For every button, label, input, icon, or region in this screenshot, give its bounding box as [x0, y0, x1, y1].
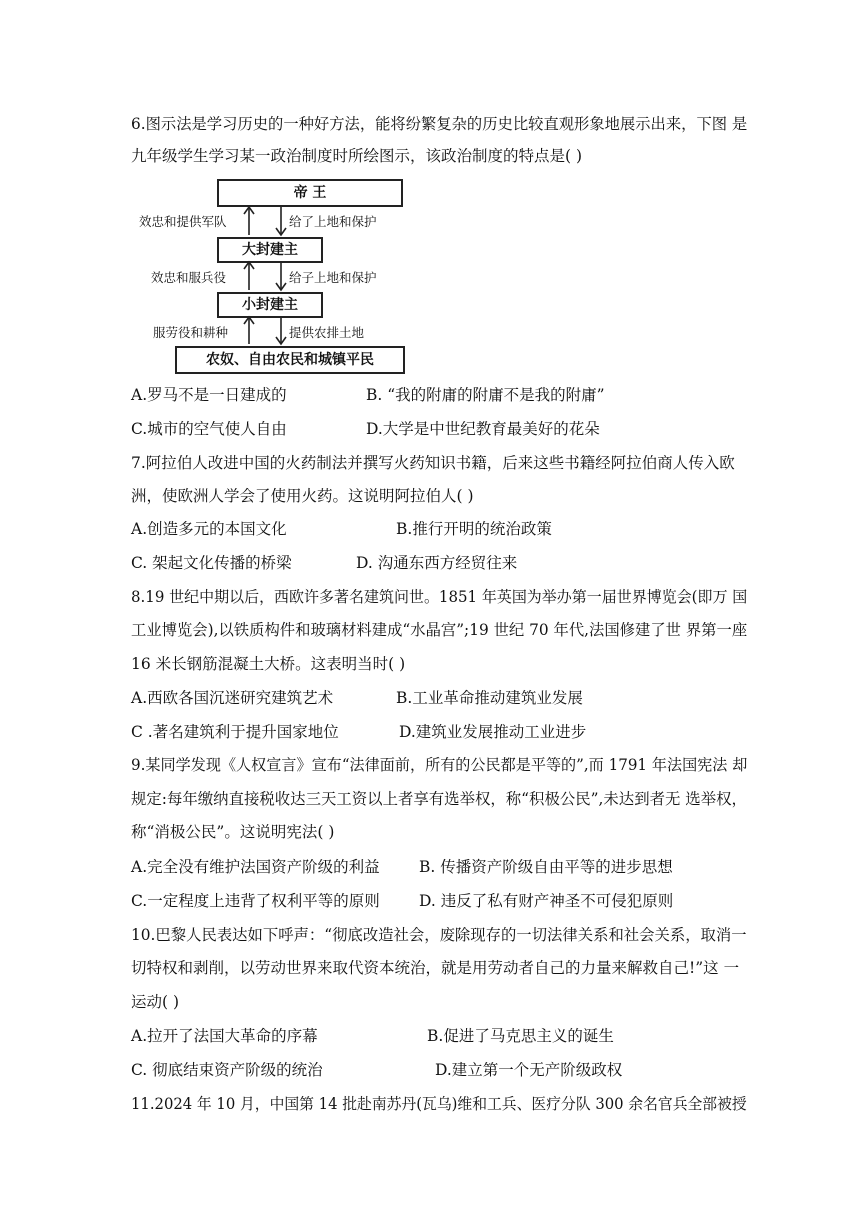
q7-stem-line1: 7.阿拉伯人改进中国的火药制法并撰写火药知识书籍，后来这些书籍经阿拉伯商人传入欧 — [131, 454, 735, 472]
q10-stem-line2: 切特权和剥削，以劳动世界来取代资本统治，就是用劳动者自己的力量来解救自己!”这 一 — [131, 959, 740, 977]
q9-stem-line1: 9.某同学发现《人权宣言》宣布“法律面前，所有的公民都是平等的”,而 1791 年法国宪法 却 — [131, 756, 748, 774]
q10-option-c: C. 彻底结束资产阶级的统治 — [131, 1061, 323, 1079]
diagram-label-down3: 提供农排土地 — [289, 325, 365, 340]
q9-option-b: B. 传播资产阶级自由平等的进步思想 — [419, 858, 673, 876]
q9-stem-line2: 规定:每年缴纳直接税收达三天工资以上者享有选举权，称“积极公民”,未达到者无 选举权， — [131, 790, 747, 808]
q6-stem-line1: 6.图示法是学习历史的一种好方法，能将纷繁复杂的历史比较直观形象地展示出来，下图 是 — [131, 115, 748, 133]
q6-option-c: C.城市的空气使人自由 — [131, 420, 287, 438]
q6-option-b: B. “我的附庸的附庸不是我的附庸” — [366, 386, 605, 404]
q9-option-c: C.一定程度上违背了权利平等的原则 — [131, 892, 380, 910]
q8-stem-line2: 工业博览会),以铁质构件和玻璃材料建成“水晶宫”;19 世纪 70 年代,法国修建了世 界第一座 — [131, 621, 748, 639]
q7-option-c: C. 架起文化传播的桥梁 — [131, 554, 292, 572]
diagram-box-emperor: 帝 王 — [217, 179, 403, 207]
q6-option-d: D.大学是中世纪教育最美好的花朵 — [366, 420, 600, 438]
diagram-label-down1: 给了上地和保护 — [289, 214, 377, 229]
diagram-label-up2: 效忠和服兵役 — [151, 270, 227, 285]
q8-option-c: C .著名建筑利于提升国家地位 — [131, 723, 339, 741]
q9-option-d: D. 违反了私有财产神圣不可侵犯原则 — [419, 892, 674, 910]
q8-stem-line1: 8.19 世纪中期以后，西欧许多著名建筑问世。1851 年英国为举办第一届世界博览会(即万 国 — [131, 588, 748, 606]
q10-option-a: A.拉开了法国大革命的序幕 — [131, 1027, 318, 1045]
q7-stem-line2: 洲，使欧洲人学会了使用火药。这说明阿拉伯人( ) — [131, 487, 474, 505]
q6-option-a: A.罗马不是一日建成的 — [131, 386, 287, 404]
q11-stem-line1: 11.2024 年 10 月，中国第 14 批赴南苏丹(瓦乌)维和工兵、医疗分队 300 余名官兵全部被授 — [131, 1095, 747, 1113]
q6-stem-line2: 九年级学生学习某一政治制度时所绘图示，该政治制度的特点是( ) — [131, 147, 583, 165]
q10-option-b: B.促进了马克思主义的诞生 — [427, 1027, 614, 1045]
q7-option-b: B.推行开明的统治政策 — [396, 520, 552, 538]
q8-option-d: D.建筑业发展推动工业进步 — [399, 723, 587, 741]
q10-stem-line3: 运动( ) — [131, 993, 180, 1011]
diagram-label-up1: 效忠和提供军队 — [139, 214, 227, 229]
q7-option-d: D. 沟通东西方经贸往来 — [356, 554, 518, 572]
q8-option-a: A.西欧各国沉迷研究建筑艺术 — [131, 689, 334, 707]
diagram-label-down2: 给子上地和保护 — [289, 270, 377, 285]
diagram-box-great-lord: 大封建主 — [217, 237, 323, 263]
q10-option-d: D.建立第一个无产阶级政权 — [435, 1061, 623, 1079]
diagram-label-up3: 服劳役和耕种 — [153, 325, 229, 340]
q10-stem-line1: 10.巴黎人民表达如下呼声：“彻底改造社会，废除现存的一切法律关系和社会关系，取消一 — [131, 926, 747, 944]
diagram-box-peasants: 农奴、自由农民和城镇平民 — [175, 346, 405, 374]
q8-stem-line3: 16 米长钢筋混凝土大桥。这表明当时( ) — [131, 655, 406, 673]
diagram-box-lesser-lord: 小封建主 — [217, 292, 323, 318]
q9-stem-line3: 称“消极公民”。这说明宪法( ) — [131, 823, 335, 841]
q6-feudal-diagram — [131, 172, 401, 374]
q8-option-b: B.工业革命推动建筑业发展 — [396, 689, 583, 707]
q7-option-a: A.创造多元的本国文化 — [131, 520, 287, 538]
q9-option-a: A.完全没有维护法国资产阶级的利益 — [131, 858, 380, 876]
